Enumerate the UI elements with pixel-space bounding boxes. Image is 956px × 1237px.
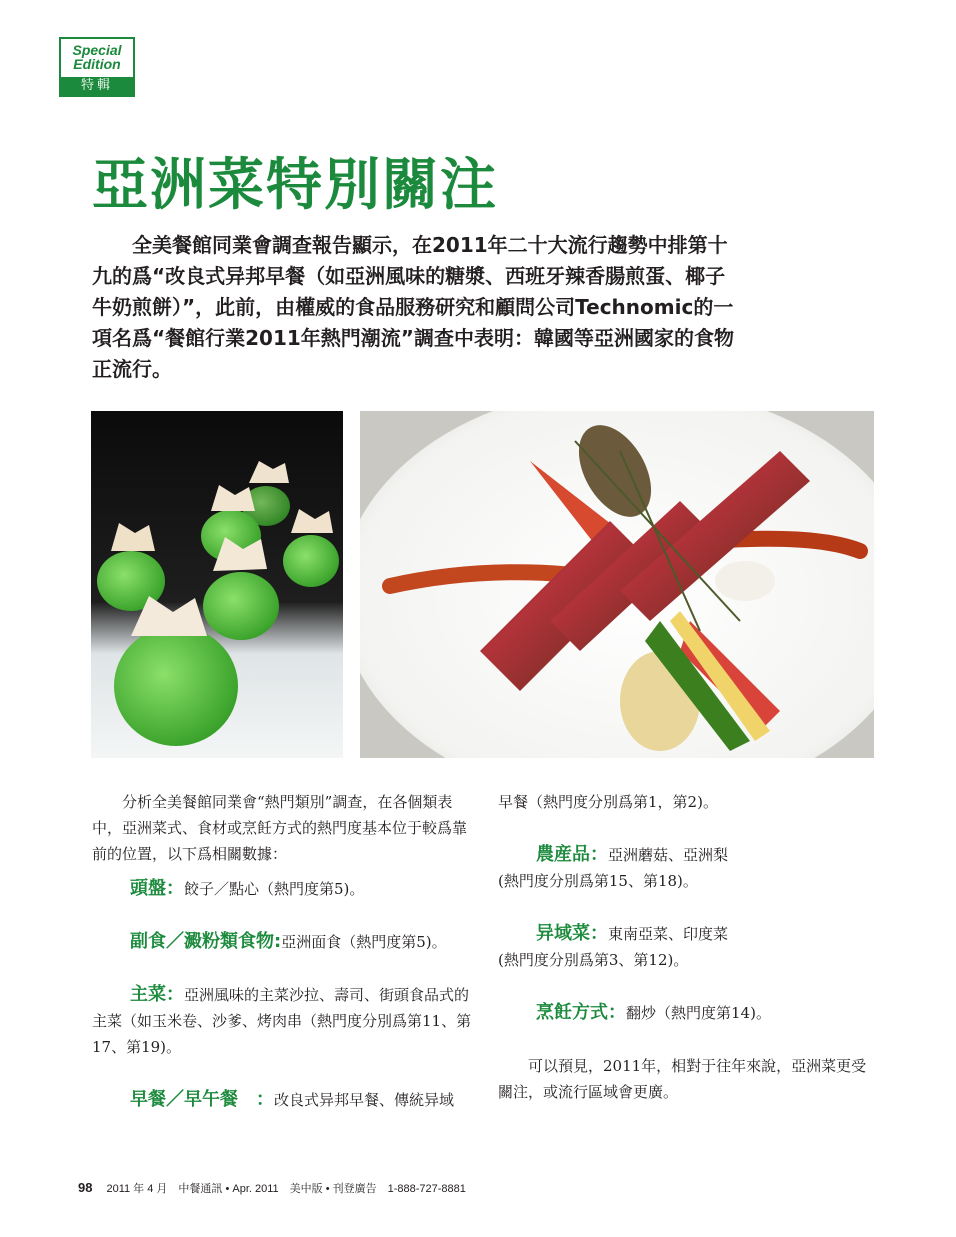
special-edition-badge	[59, 37, 135, 97]
main-course-body: 亞洲風味的主菜沙拉、壽司、街頭食品式的主菜（如玉米卷、沙爹、烤肉串（熱門度分別爲第11、第17、第19)。	[92, 986, 472, 1056]
section-cooking	[498, 1000, 878, 1026]
badge-line-special: Special	[72, 42, 122, 58]
sides-body: 亞洲面食（熱門度第5)。	[281, 933, 447, 951]
page-title: 亞洲菜特別關注	[92, 152, 498, 218]
section-appetizer	[92, 876, 474, 902]
exotic-body: 東南亞菜、印度菜	[608, 925, 729, 943]
produce-body: 亞洲蘑菇、亞洲梨	[608, 846, 729, 864]
section-produce	[498, 842, 878, 868]
sides-heading: 副食／澱粉類食物:	[130, 931, 282, 952]
right-column	[498, 789, 878, 1105]
exotic-rank: (熱門度分別爲第3、第12)。	[498, 951, 689, 969]
section-sides	[92, 929, 474, 955]
produce-rank: (熱門度分別爲第15、第18)。	[498, 872, 698, 890]
section-main-course	[92, 982, 474, 1060]
section-breakfast	[92, 1087, 474, 1113]
section-exotic	[498, 921, 878, 947]
exotic-heading: 异域菜：	[536, 923, 608, 944]
dumpling-photo	[91, 411, 343, 758]
breakfast-heading: 早餐／早午餐 ：	[130, 1089, 274, 1110]
appetizer-heading: 頭盤：	[130, 878, 184, 899]
badge-line-edition: Edition	[73, 56, 121, 72]
produce-heading: 農産品：	[536, 844, 608, 865]
steak-plate-photo	[360, 411, 874, 758]
page-footer	[78, 1180, 466, 1196]
breakfast-continuation: 早餐（熱門度分別爲第1，第2)。	[498, 793, 718, 811]
intro-paragraph	[92, 230, 742, 385]
lead-paragraph: 分析全美餐館同業會“熱門類別”調查，在各個類表中，亞洲菜式、食材或烹飪方式的熱門度基本位于較爲靠前的位置，以下爲相關數據：	[92, 793, 468, 863]
intro-text: 全美餐館同業會調查報告顯示，在2011年二十大流行趨勢中排第十九的爲“改良式异邦早餐（如亞洲風味的糖漿、西班牙辣香腸煎蛋、椰子牛奶煎餅）”，此前，由權威的食品服務研究和顧問公司Technomic的一項名爲“餐館行業2011年熱門潮流”調查中表明：韓國等亞洲國家的食物正流行。	[92, 233, 734, 381]
breakfast-body: 改良式异邦早餐、傳統异域	[274, 1091, 455, 1109]
badge-line-chinese: 特輯	[61, 77, 133, 95]
footer-text: 2011 年 4 月 中餐通訊 • Apr. 2011 美中版 • 刊登廣告 1-888-727-8881	[106, 1183, 466, 1195]
cooking-heading: 烹飪方式：	[536, 1002, 626, 1023]
appetizer-body: 餃子／點心（熱門度第5)。	[184, 880, 365, 898]
closing-paragraph: 可以預見，2011年，相對于往年來說，亞洲菜更受關注，或流行區域會更廣。	[498, 1057, 867, 1101]
page-number: 98	[78, 1180, 93, 1195]
main-course-heading: 主菜：	[130, 984, 184, 1005]
left-column	[92, 789, 474, 1113]
cooking-body: 翻炒（熱門度第14)。	[626, 1004, 771, 1022]
